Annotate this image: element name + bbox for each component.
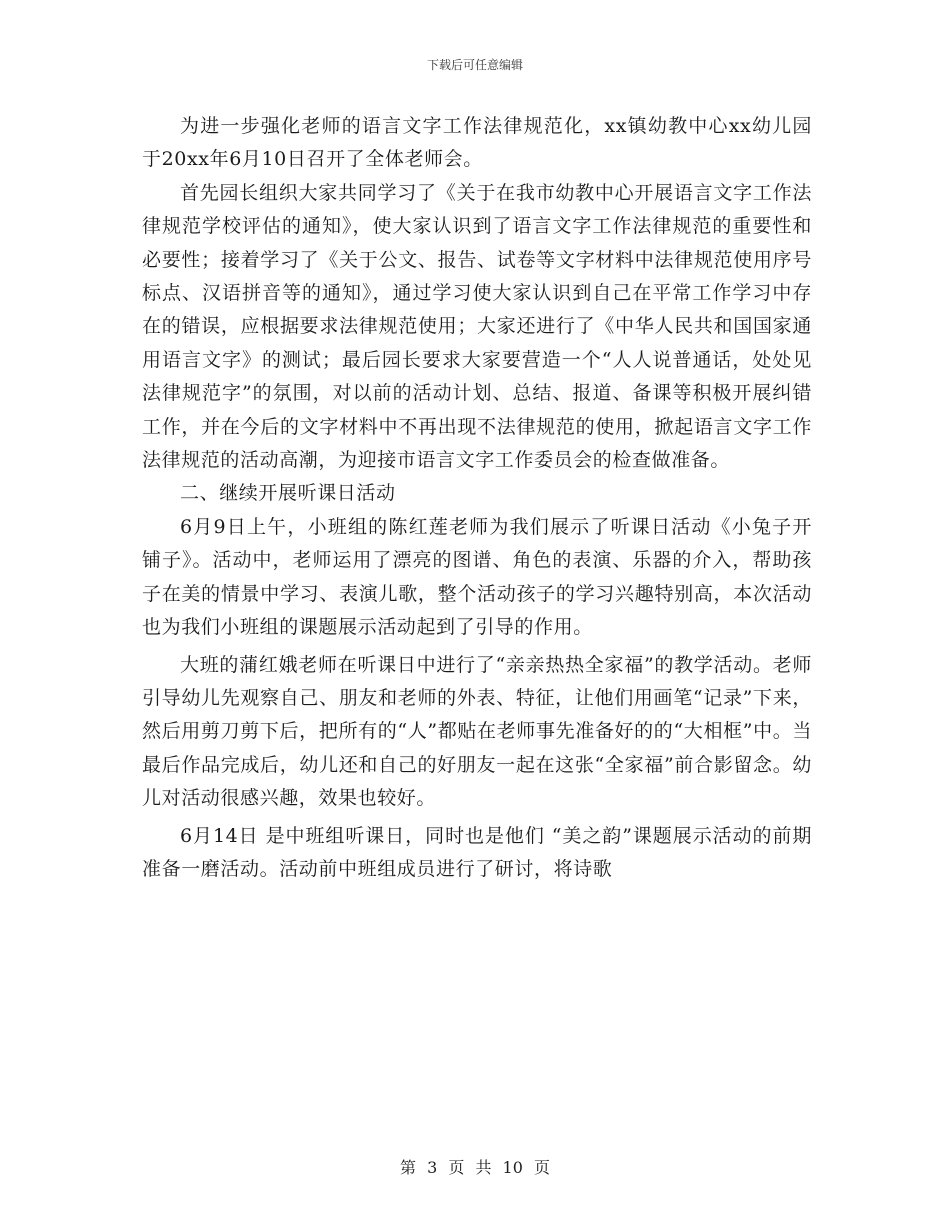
paragraph-small-class: 6月9日上午，小班组的陈红莲老师为我们展示了听课日活动《小兔子开铺子》。活动中，老师运用了漂亮的图谱、角色的表演、乐器的介入，帮助孩子在美的情景中学习、表演儿歌，整个活动孩子的学习兴趣特别高，本次活动也为我们小班组的课题展示活动起到了引导的作用。	[142, 515, 812, 639]
document-body	[142, 110, 812, 886]
paragraph-big-class: 大班的蒲红娥老师在听课日中进行了“亲亲热热全家福”的教学活动。老师引导幼儿先观察自己、朋友和老师的外表、特征，让他们用画笔“记录”下来，然后用剪刀剪下后，把所有的“人”都贴在老师事先准备好的的“大相框”中。当最后作品完成后，幼儿还和自己的好朋友一起在这张“全家福”前合影留念。幼儿对活动很感兴趣，效果也较好。	[142, 653, 812, 810]
paragraph-study: 首先园长组织大家共同学习了《关于在我市幼教中心开展语言文字工作法律规范学校评估的通知》，使大家认识到了语言文字工作法律规范的重要性和必要性；接着学习了《关于公文、报告、试卷等文字材料中法律规范使用序号标点、汉语拼音等的通知》，通过学习使大家认识到自己在平常工作学习中存在的错误，应根据要求法律规范使用；大家还进行了《中华人民共和国国家通用语言文字》的测试；最后园长要求大家要营造一个“人人说普通话，处处见法律规范字”的氛围，对以前的活动计划、总结、报道、备课等积极开展纠错工作，并在今后的文字材料中不再出现不法律规范的使用，掀起语言文字工作法律规范的活动高潮，为迎接市语言文字工作委员会的检查做准备。	[142, 181, 812, 472]
page-number: 第 3 页 共 10 页	[400, 1158, 550, 1177]
section-heading: 二、继续开展听课日活动	[180, 482, 396, 505]
paragraph-intro: 为进一步强化老师的语言文字工作法律规范化，xx镇幼教中心xx幼儿园于20xx年6月10日召开了全体老师会。	[142, 115, 812, 171]
paragraph-middle-class: 6月14日 是中班组听课日，同时也是他们 “美之韵”课题展示活动的前期准备一磨活动。活动前中班组成员进行了研讨，将诗歌	[142, 824, 812, 880]
page-header-note: 下载后可任意编辑	[426, 58, 523, 72]
